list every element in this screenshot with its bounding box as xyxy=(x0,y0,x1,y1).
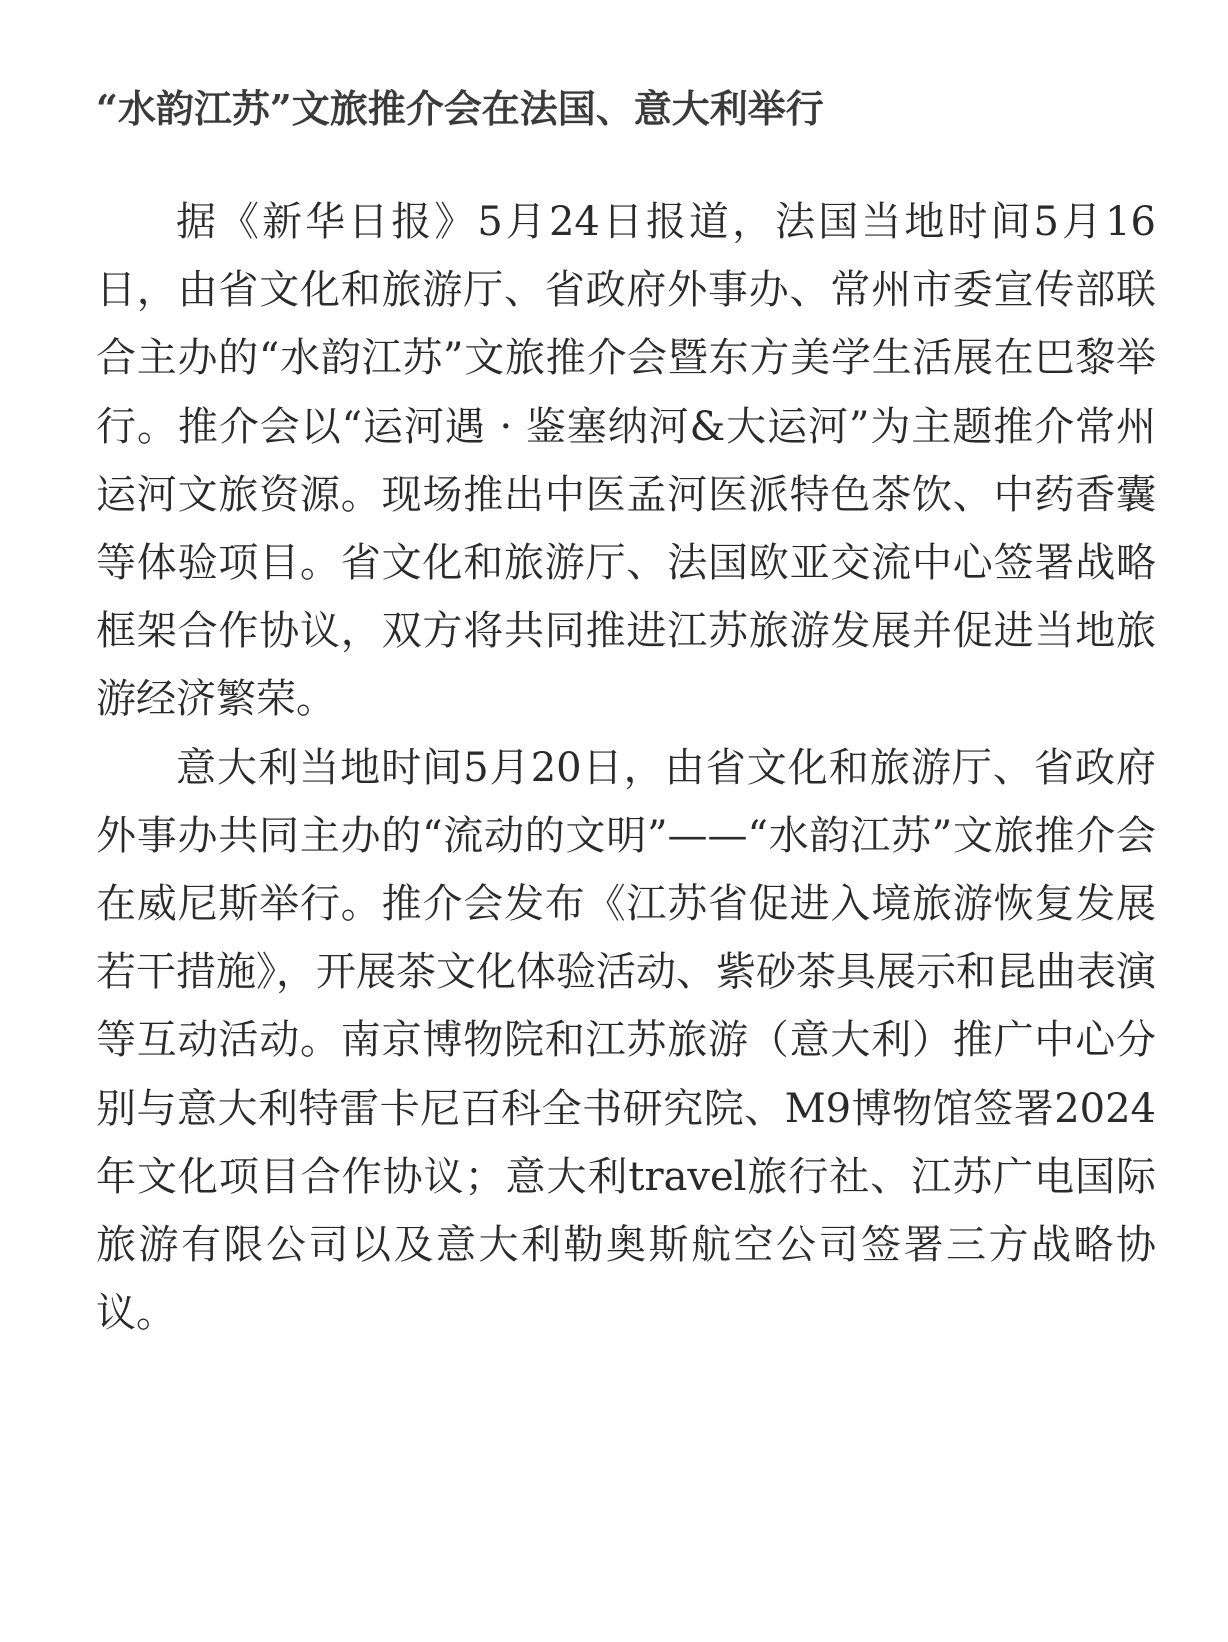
article-paragraph-italy: 意大利当地时间5月20日，由省文化和旅游厅、省政府外事办共同主办的“流动的文明”——“水韵江苏”文旅推介会在威尼斯举行。推介会发布《江苏省促进入境旅游恢复发展若干措施》，开展茶文化体验活动、紫砂茶具展示和昆曲表演等互动活动。南京博物院和江苏旅游（意大利）推广中心分别与意大利特雷卡尼百科全书研究院、M9博物馆签署2024年文化项目合作协议；意大利travel旅行社、江苏广电国际旅游有限公司以及意大利勒奥斯航空公司签署三方战略协议。 xyxy=(96,744,1156,1337)
article-paragraph-france: 据《新华日报》5月24日报道，法国当地时间5月16日，由省文化和旅游厅、省政府外事办、常州市委宣传部联合主办的“水韵江苏”文旅推介会暨东方美学生活展在巴黎举行。推介会以“运河遇 · 鉴塞纳河&大运河”为主题推介常州运河文旅资源。现场推出中医孟河医派特色茶饮、中药香囊等体验项目。省文化和旅游厅、法国欧亚交流中心签署战略框架合作协议，双方将共同推进江苏旅游发展并促进当地旅游经济繁荣。 xyxy=(96,199,1156,723)
article-page xyxy=(96,82,1156,1347)
article-headline: “水韵江苏”文旅推介会在法国、意大利举行 xyxy=(96,86,824,131)
